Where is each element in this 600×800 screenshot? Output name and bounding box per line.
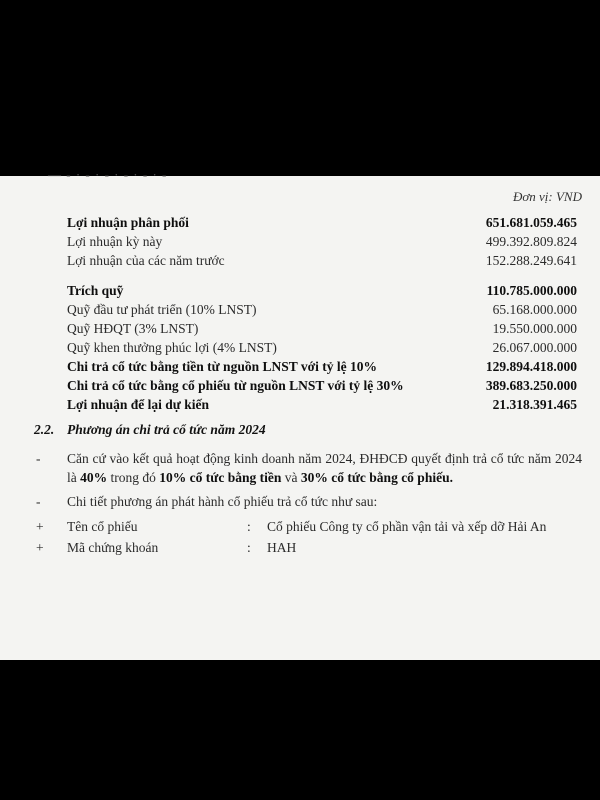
- table-row: [67, 213, 577, 232]
- table-row: [67, 251, 577, 270]
- row-label: Quỹ HĐQT (3% LNST): [67, 321, 199, 336]
- paragraph-text: [67, 449, 582, 487]
- table-row: [67, 338, 577, 357]
- table-row: [67, 232, 577, 251]
- bullet-dash: -: [36, 494, 41, 509]
- detail-value: HAH: [267, 540, 297, 555]
- row-label: Quỹ đầu tư phát triển (10% LNST): [67, 302, 257, 317]
- row-label: Chi trả cổ tức bằng cổ phiếu từ nguồn LNST với tỷ lệ 30%: [67, 378, 404, 393]
- row-label: Lợi nhuận phân phối: [67, 215, 189, 230]
- text-run: Căn cứ vào kết quả hoạt động kinh doanh năm 2024, ĐHĐCĐ quyết định trả cổ tức năm 2024 là: [67, 451, 582, 485]
- text-run: và: [281, 470, 301, 485]
- bullet-dash: -: [36, 451, 41, 466]
- row-value: 129.894.418.000: [485, 359, 577, 374]
- row-value: 26.067.000.000: [492, 340, 577, 355]
- text-bold: 30% cổ tức bằng cổ phiếu.: [300, 470, 453, 485]
- detail-label: Tên cổ phiếu: [67, 519, 138, 534]
- section-number: 2.2.: [34, 422, 55, 437]
- row-label: Lợi nhuận của các năm trước: [67, 253, 225, 268]
- row-label: Quỹ khen thưởng phúc lợi (4% LNST): [67, 340, 277, 355]
- row-value: 499.392.809.824: [485, 234, 577, 249]
- row-value: 21.318.391.465: [492, 397, 577, 412]
- table-row: [67, 357, 577, 376]
- row-label: Lợi nhuận để lại dự kiến: [67, 397, 210, 412]
- section-heading: [34, 422, 266, 438]
- table-row: [67, 395, 577, 414]
- text-bold: 10% cổ tức bằng tiền: [159, 470, 282, 485]
- table-row: [67, 300, 577, 319]
- row-label: Chi trả cổ tức bằng tiền từ nguồn LNST với tỷ lệ 10%: [67, 359, 377, 374]
- table-row: [67, 281, 577, 300]
- row-value: 651.681.059.465: [485, 215, 577, 230]
- detail-colon: :: [247, 540, 251, 555]
- paragraph-issuance-details: [36, 492, 582, 511]
- document-page: [0, 167, 600, 660]
- profit-table: [67, 213, 577, 414]
- detail-colon: :: [247, 519, 251, 534]
- table-row: [67, 376, 577, 395]
- row-value: 152.288.249.641: [485, 253, 577, 268]
- row-value: 110.785.000.000: [486, 283, 577, 298]
- row-value: 389.683.250.000: [485, 378, 577, 393]
- unit-label: Đơn vị: VND: [512, 189, 582, 204]
- paragraph-text: Chi tiết phương án phát hành cổ phiếu trả cổ tức như sau:: [67, 494, 378, 509]
- bullet-plus: +: [36, 540, 44, 555]
- detail-label: Mã chứng khoán: [67, 540, 159, 555]
- row-label: Lợi nhuận kỳ này: [67, 234, 163, 249]
- section-title: Phương án chi trả cổ tức năm 2024: [67, 422, 266, 437]
- text-run: trong đó: [107, 470, 160, 485]
- cutoff-text: — - · - · - · - · - · -: [48, 167, 168, 182]
- paragraph-dividend-decision: [36, 449, 582, 487]
- table-row: [67, 319, 577, 338]
- bullet-plus: +: [36, 519, 44, 534]
- row-value: 19.550.000.000: [492, 321, 577, 336]
- row-value: 65.168.000.000: [492, 302, 577, 317]
- row-label: Trích quỹ: [67, 283, 124, 298]
- text-bold: 40%: [80, 470, 108, 485]
- detail-value: Cổ phiếu Công ty cổ phần vận tải và xếp dỡ Hải An: [267, 519, 547, 534]
